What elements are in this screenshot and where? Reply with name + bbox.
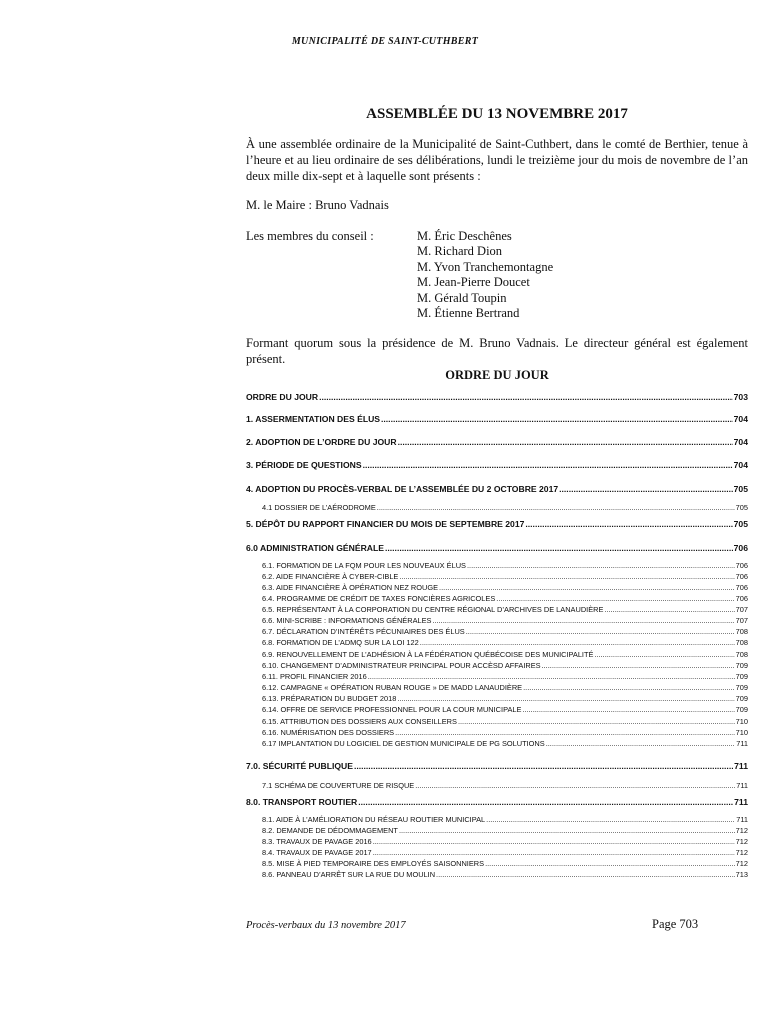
toc-subsection-entry[interactable]	[246, 583, 748, 592]
toc-dot-leader	[485, 859, 735, 868]
toc-entry-page: 713	[735, 870, 748, 879]
toc-entry-page: 711	[736, 815, 748, 824]
toc-entry-page: 711	[736, 781, 748, 790]
toc-dot-leader	[458, 717, 735, 726]
mayor-line: M. le Maire : Bruno Vadnais	[246, 198, 389, 212]
toc-section-entry[interactable]	[246, 437, 748, 447]
toc-entry-title: 4. ADOPTION DU PROCÈS-VERBAL DE L’ASSEMBLÉE DU 2 OCTOBRE 2017	[246, 484, 559, 494]
toc-entry-page: 712	[735, 837, 748, 846]
council-member: M. Richard Dion	[417, 244, 503, 259]
toc-entry-title: 4.1 DOSSIER DE L’AÉRODROME	[262, 503, 376, 512]
toc-entry-title: 6.17 IMPLANTATION DU LOGICIEL DE GESTION MUNICIPALE DE PG SOLUTIONS	[262, 739, 545, 748]
toc-entry-page: 704	[733, 460, 748, 470]
toc-dot-leader	[467, 561, 735, 570]
toc-entry-title: 6.6. MINI-SCRIBE : INFORMATIONS GÉNÉRALES	[262, 616, 432, 625]
toc-entry-title: 6.1. FORMATION DE LA FQM POUR LES NOUVEAUX ÉLUS	[262, 561, 466, 570]
toc-subsection-entry[interactable]	[246, 503, 748, 512]
toc-dot-leader	[399, 572, 734, 581]
toc-dot-leader	[373, 848, 735, 857]
agenda-heading: ORDRE DU JOUR	[445, 368, 549, 382]
toc-section-entry[interactable]	[246, 761, 748, 771]
toc-subsection-entry[interactable]	[246, 739, 748, 748]
toc-subsection-entry[interactable]	[246, 672, 748, 681]
toc-subsection-entry[interactable]	[246, 870, 748, 879]
quorum-paragraph: Formant quorum sous la présidence de M. Bruno Vadnais. Le directeur général est également présent.	[246, 336, 748, 366]
toc-entry-title: 6.9. RENOUVELLEMENT DE L’ADHÉSION À LA FÉDÉRATION QUÉBÉCOISE DES MUNICIPALITÉ	[262, 650, 594, 659]
toc-entry-page: 705	[733, 519, 748, 529]
toc-subsection-entry[interactable]	[246, 561, 748, 570]
toc-dot-leader	[415, 781, 735, 790]
toc-entry-page: 705	[733, 484, 748, 494]
toc-entry-page: 709	[735, 694, 748, 703]
toc-subsection-entry[interactable]	[246, 694, 748, 703]
toc-entry-page: 703	[733, 392, 748, 402]
toc-entry-title: 6.5. REPRÉSENTANT À LA CORPORATION DU CENTRE RÉGIONAL D’ARCHIVES DE LANAUDIÈRE	[262, 605, 604, 614]
toc-entry-title: ORDRE DU JOUR	[246, 392, 319, 402]
toc-dot-leader	[486, 815, 735, 824]
toc-dot-leader	[319, 392, 733, 402]
toc-entry-page: 708	[735, 650, 748, 659]
toc-dot-leader	[377, 503, 735, 512]
toc-entry-page: 711	[734, 761, 748, 771]
toc-subsection-entry[interactable]	[246, 781, 748, 790]
toc-section-entry[interactable]	[246, 797, 748, 807]
toc-subsection-entry[interactable]	[246, 605, 748, 614]
toc-entry-page: 708	[735, 638, 748, 647]
toc-dot-leader	[546, 739, 736, 748]
toc-entry-page: 706	[733, 543, 748, 553]
toc-entry-title: 6.11. PROFIL FINANCIER 2016	[262, 672, 367, 681]
toc-dot-leader	[397, 694, 734, 703]
council-member: M. Éric Deschênes	[417, 229, 512, 243]
toc-dot-leader	[542, 661, 735, 670]
toc-entry-page: 706	[735, 572, 748, 581]
toc-section-entry[interactable]	[246, 414, 748, 424]
toc-entry-page: 709	[735, 661, 748, 670]
toc-subsection-entry[interactable]	[246, 815, 748, 824]
council-member: M. Étienne Bertrand	[417, 306, 520, 321]
intro-paragraph: À une assemblée ordinaire de la Municipalité de Saint-Cuthbert, dans le comté de Berthier, tenue à l’heure et au lieu ordinaire de ses délibérations, lundi le treizième jour du mois de novembre de l’an deux mille dix-sept et à laquelle sont présents :	[246, 137, 748, 183]
toc-entry-page: 709	[735, 705, 748, 714]
toc-entry-title: 8.6. PANNEAU D’ARRÊT SUR LA RUE DU MOULIN	[262, 870, 436, 879]
toc-entry-page: 711	[736, 739, 748, 748]
toc-dot-leader	[368, 672, 735, 681]
toc-dot-leader	[522, 705, 734, 714]
toc-entry-title: 6.12. CAMPAGNE « OPÉRATION RUBAN ROUGE » DE MADD LANAUDIÈRE	[262, 683, 523, 692]
toc-entry-title: 6.13. PRÉPARATION DU BUDGET 2018	[262, 694, 397, 703]
toc-dot-leader	[439, 583, 735, 592]
council-member: M. Yvon Tranchemontagne	[417, 259, 554, 274]
toc-entry-title: 8.2. DEMANDE DE DÉDOMMAGEMENT	[262, 826, 398, 835]
council-members-list	[417, 229, 553, 321]
toc-entry-page: 710	[735, 728, 748, 737]
toc-dot-leader	[604, 605, 734, 614]
toc-entry-title: 6.0 ADMINISTRATION GÉNÉRALE	[246, 543, 384, 553]
toc-entry-page: 712	[735, 826, 748, 835]
toc-subsection-entry[interactable]	[246, 572, 748, 581]
toc-subsection-entry[interactable]	[246, 661, 748, 670]
running-header: MUNICIPALITÉ DE SAINT-CUTHBERT	[291, 36, 479, 47]
toc-section-entry[interactable]	[246, 543, 748, 553]
toc-dot-leader	[395, 728, 735, 737]
toc-entry-title: 6.8. FORMATION DE L’ADMQ SUR LA LOI 122	[262, 638, 419, 647]
toc-entry-title: 7.1 SCHÉMA DE COUVERTURE DE RISQUE	[262, 781, 415, 790]
toc-subsection-entry[interactable]	[246, 627, 748, 636]
toc-dot-leader	[363, 460, 733, 470]
toc-dot-leader	[385, 543, 733, 553]
toc-entry-page: 706	[735, 583, 748, 592]
toc-section-entry[interactable]	[246, 484, 748, 494]
toc-dot-leader	[420, 638, 735, 647]
toc-subsection-entry[interactable]	[246, 683, 748, 692]
toc-entry-page: 705	[735, 503, 748, 512]
toc-subsection-entry[interactable]	[246, 594, 748, 603]
toc-entry-title: 8.4. TRAVAUX DE PAVAGE 2017	[262, 848, 372, 857]
toc-entry-title: 6.10. CHANGEMENT D’ADMINISTRATEUR PRINCIPAL POUR ACCÈSD AFFAIRES	[262, 661, 541, 670]
toc-entry-title: 6.2. AIDE FINANCIÈRE À CYBER-CIBLE	[262, 572, 399, 581]
toc-entry-title: 6.4. PROGRAMME DE CRÉDIT DE TAXES FONCIÈRES AGRICOLES	[262, 594, 496, 603]
document-title: ASSEMBLÉE DU 13 NOVEMBRE 2017	[366, 106, 628, 122]
toc-dot-leader	[381, 414, 733, 424]
toc-dot-leader	[466, 627, 735, 636]
toc-entry-page: 711	[734, 797, 748, 807]
toc-dot-leader	[398, 437, 733, 447]
toc-entry-title: 8.5. MISE À PIED TEMPORAIRE DES EMPLOYÉS SAISONNIERS	[262, 859, 485, 868]
toc-dot-leader	[559, 484, 733, 494]
toc-dot-leader	[496, 594, 734, 603]
toc-section-entry[interactable]	[246, 392, 748, 402]
toc-entry-title: 2. ADOPTION DE L’ORDRE DU JOUR	[246, 437, 397, 447]
toc-subsection-entry[interactable]	[246, 705, 748, 714]
footer-title: Procès-verbaux du 13 novembre 2017	[246, 920, 406, 931]
page-number: Page 703	[652, 917, 699, 931]
toc-subsection-entry[interactable]	[246, 717, 748, 726]
toc-dot-leader	[594, 650, 734, 659]
council-label: Les membres du conseil :	[246, 229, 374, 243]
toc-entry-page: 710	[735, 717, 748, 726]
toc-dot-leader	[399, 826, 735, 835]
toc-entry-page: 704	[733, 414, 748, 424]
toc-dot-leader	[358, 797, 733, 807]
toc-entry-title: 6.3. AIDE FINANCIÈRE À OPÉRATION NEZ ROUGE	[262, 583, 439, 592]
toc-subsection-entry[interactable]	[246, 859, 748, 868]
toc-entry-page: 709	[735, 683, 748, 692]
toc-entry-page: 707	[735, 616, 748, 625]
toc-entry-title: 6.15. ATTRIBUTION DES DOSSIERS AUX CONSEILLERS	[262, 717, 457, 726]
toc-entry-page: 712	[735, 859, 748, 868]
toc-entry-page: 706	[735, 594, 748, 603]
toc-entry-title: 8.0. TRANSPORT ROUTIER	[246, 797, 358, 807]
toc-entry-page: 707	[735, 605, 748, 614]
toc-dot-leader	[436, 870, 735, 879]
toc-dot-leader	[354, 761, 733, 771]
toc-entry-title: 6.16. NUMÉRISATION DES DOSSIERS	[262, 728, 395, 737]
toc-entry-page: 704	[733, 437, 748, 447]
toc-section-entry[interactable]	[246, 519, 748, 529]
toc-entry-title: 5. DÉPÔT DU RAPPORT FINANCIER DU MOIS DE SEPTEMBRE 2017	[246, 519, 525, 529]
toc-entry-title: 1. ASSERMENTATION DES ÉLUS	[246, 414, 381, 424]
toc-subsection-entry[interactable]	[246, 826, 748, 835]
toc-entry-page: 708	[735, 627, 748, 636]
toc-subsection-entry[interactable]	[246, 650, 748, 659]
toc-subsection-entry[interactable]	[246, 638, 748, 647]
toc-entry-title: 7.0. SÉCURITÉ PUBLIQUE	[246, 761, 353, 771]
toc-dot-leader	[525, 519, 732, 529]
toc-entry-title: 8.1. AIDE À L’AMÉLIORATION DU RÉSEAU ROUTIER MUNICIPAL	[262, 815, 486, 824]
toc-subsection-entry[interactable]	[246, 616, 748, 625]
toc-entry-title: 6.14. OFFRE DE SERVICE PROFESSIONNEL POUR LA COUR MUNICIPALE	[262, 705, 522, 714]
toc-entry-page: 706	[735, 561, 748, 570]
toc-entry-title: 3. PÉRIODE DE QUESTIONS	[246, 460, 362, 470]
toc-entry-page: 709	[735, 672, 748, 681]
toc-dot-leader	[373, 837, 735, 846]
council-member: M. Gérald Toupin	[417, 290, 507, 305]
toc-subsection-entry[interactable]	[246, 728, 748, 737]
toc-entry-title: 6.7. DÉCLARATION D’INTÉRÊTS PÉCUNIAIRES DES ÉLUS	[262, 627, 465, 636]
toc-section-entry[interactable]	[246, 460, 748, 470]
toc-dot-leader	[432, 616, 734, 625]
toc-entry-page: 712	[735, 848, 748, 857]
council-member: M. Jean-Pierre Doucet	[417, 275, 530, 290]
toc-subsection-entry[interactable]	[246, 848, 748, 857]
toc-entry-title: 8.3. TRAVAUX DE PAVAGE 2016	[262, 837, 372, 846]
toc-dot-leader	[523, 683, 735, 692]
toc-subsection-entry[interactable]	[246, 837, 748, 846]
